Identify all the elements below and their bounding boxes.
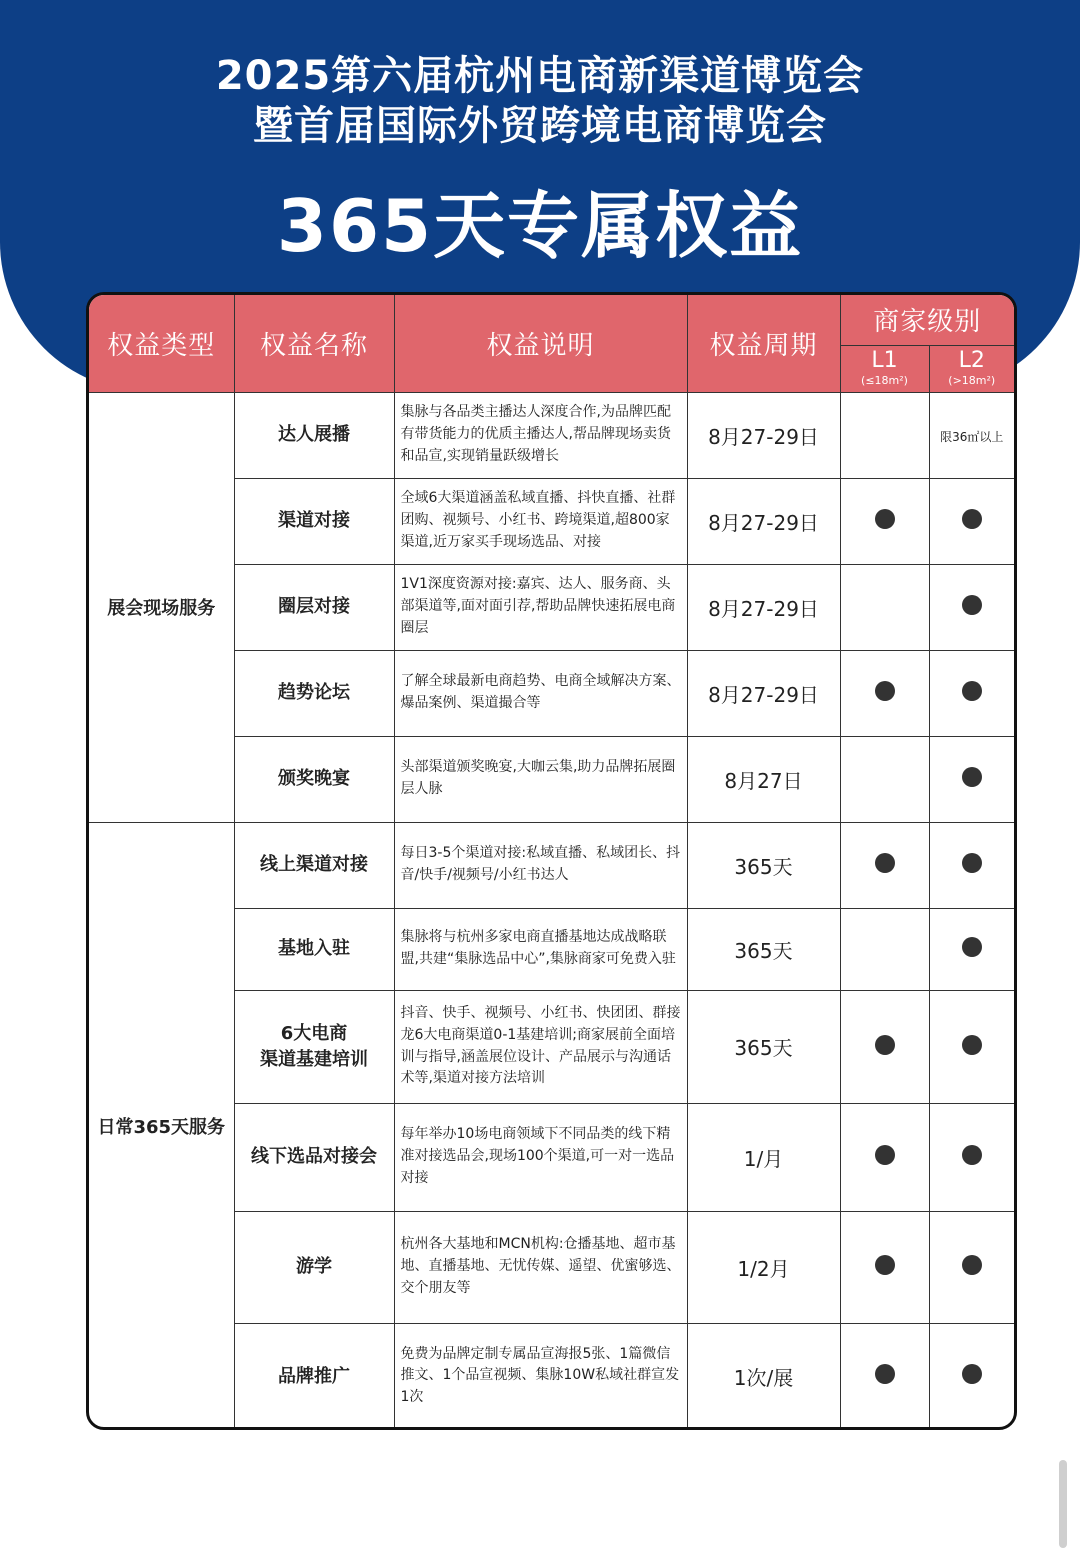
available-dot-icon — [875, 1364, 895, 1384]
col-header-level-group: 商家级别 — [840, 295, 1014, 345]
l2-level-cell — [929, 564, 1014, 650]
available-dot-icon — [875, 1255, 895, 1275]
available-dot-icon — [875, 509, 895, 529]
l1-level-cell — [840, 1103, 929, 1211]
l1-sub-label: (≤18m²) — [861, 373, 908, 387]
benefit-period-cell: 8月27日 — [687, 736, 840, 822]
benefit-type-cell: 展会现场服务 — [89, 392, 234, 822]
benefit-period-cell: 8月27-29日 — [687, 564, 840, 650]
l1-level-cell — [840, 650, 929, 736]
available-dot-icon — [962, 1035, 982, 1055]
benefit-period-cell: 8月27-29日 — [687, 392, 840, 478]
benefit-name-cell: 游学 — [234, 1211, 394, 1323]
table-row — [89, 822, 1014, 908]
col-header-l1 — [840, 345, 929, 392]
benefit-period-cell: 1次/展 — [687, 1323, 840, 1429]
available-dot-icon — [962, 1364, 982, 1384]
available-dot-icon — [875, 681, 895, 701]
benefit-type-cell: 日常365天服务 — [89, 822, 234, 1429]
col-header-type: 权益类型 — [89, 295, 234, 392]
l1-level-cell — [840, 1323, 929, 1429]
l1-label: L1 — [871, 347, 898, 373]
benefit-period-cell: 1/2月 — [687, 1211, 840, 1323]
benefits-grid — [89, 295, 1014, 1430]
l2-level-cell — [929, 1211, 1014, 1323]
available-dot-icon — [962, 937, 982, 957]
title-line-2: 暨首届国际外贸跨境电商博览会 — [253, 103, 827, 149]
scrollbar-thumb[interactable] — [1059, 1460, 1067, 1548]
benefit-period-cell: 365天 — [687, 908, 840, 990]
table-row — [89, 392, 1014, 478]
benefit-name-cell: 品牌推广 — [234, 1323, 394, 1429]
benefit-name-cell: 渠道对接 — [234, 478, 394, 564]
benefit-desc-cell: 全域6大渠道涵盖私域直播、抖快直播、社群团购、视频号、小红书、跨境渠道,超800家渠道,近万家买手现场选品、对接 — [394, 478, 687, 564]
l1-level-cell — [840, 564, 929, 650]
benefit-desc-cell: 集脉将与杭州多家电商直播基地达成战略联盟,共建“集脉选品中心”,集脉商家可免费入驻 — [394, 908, 687, 990]
benefit-desc-cell: 集脉与各品类主播达人深度合作,为品牌匹配有带货能力的优质主播达人,帮品牌现场卖货和品宣,实现销量跃级增长 — [394, 392, 687, 478]
main-title: 365天专属权益 — [276, 184, 804, 268]
title-line-1: 2025第六届杭州电商新渠道博览会 — [215, 53, 865, 99]
l2-level-cell — [929, 736, 1014, 822]
benefit-name-cell: 达人展播 — [234, 392, 394, 478]
benefit-desc-cell: 每年举办10场电商领域下不同品类的线下精准对接选品会,现场100个渠道,可一对一选品对接 — [394, 1103, 687, 1211]
benefit-desc-cell: 杭州各大基地和MCN机构:仓播基地、超市基地、直播基地、无忧传媒、遥望、优蜜够选、交个朋友等 — [394, 1211, 687, 1323]
col-header-desc: 权益说明 — [394, 295, 687, 392]
available-dot-icon — [962, 767, 982, 787]
l2-label: L2 — [958, 347, 985, 373]
level-note: 限36㎡以上 — [940, 429, 1004, 444]
l1-level-cell — [840, 1211, 929, 1323]
benefit-period-cell: 1/月 — [687, 1103, 840, 1211]
l1-level-cell — [840, 478, 929, 564]
table-body — [89, 392, 1014, 1429]
available-dot-icon — [875, 1145, 895, 1165]
l2-level-cell — [929, 1323, 1014, 1429]
l2-level-cell — [929, 908, 1014, 990]
l2-sub-label: (>18m²) — [948, 373, 996, 387]
benefit-desc-cell: 头部渠道颁奖晚宴,大咖云集,助力品牌拓展圈层人脉 — [394, 736, 687, 822]
benefit-name-cell: 基地入驻 — [234, 908, 394, 990]
available-dot-icon — [962, 1145, 982, 1165]
available-dot-icon — [875, 853, 895, 873]
benefit-name-cell: 趋势论坛 — [234, 650, 394, 736]
benefit-name-cell: 线下选品对接会 — [234, 1103, 394, 1211]
col-header-name: 权益名称 — [234, 295, 394, 392]
l2-level-cell — [929, 392, 1014, 478]
benefit-desc-cell: 了解全球最新电商趋势、电商全域解决方案、爆品案例、渠道撮合等 — [394, 650, 687, 736]
l2-level-cell — [929, 1103, 1014, 1211]
benefit-desc-cell: 抖音、快手、视频号、小红书、快团团、群接龙6大电商渠道0-1基建培训;商家展前全面培训与指导,涵盖展位设计、产品展示与沟通话术等,渠道对接方法培训 — [394, 990, 687, 1103]
l1-level-cell — [840, 990, 929, 1103]
l2-level-cell — [929, 650, 1014, 736]
available-dot-icon — [962, 853, 982, 873]
col-header-period: 权益周期 — [687, 295, 840, 392]
benefit-period-cell: 365天 — [687, 990, 840, 1103]
benefit-period-cell: 8月27-29日 — [687, 650, 840, 736]
l2-level-cell — [929, 822, 1014, 908]
l2-level-cell — [929, 990, 1014, 1103]
benefit-name-cell: 6大电商 渠道基建培训 — [234, 990, 394, 1103]
l1-level-cell — [840, 392, 929, 478]
benefit-period-cell: 8月27-29日 — [687, 478, 840, 564]
available-dot-icon — [962, 509, 982, 529]
benefit-name-cell: 颁奖晚宴 — [234, 736, 394, 822]
benefit-period-cell: 365天 — [687, 822, 840, 908]
benefit-desc-cell: 每日3-5个渠道对接:私域直播、私域团长、抖音/快手/视频号/小红书达人 — [394, 822, 687, 908]
l1-level-cell — [840, 908, 929, 990]
available-dot-icon — [875, 1035, 895, 1055]
available-dot-icon — [962, 681, 982, 701]
available-dot-icon — [962, 1255, 982, 1275]
l1-level-cell — [840, 822, 929, 908]
benefit-name-cell: 圈层对接 — [234, 564, 394, 650]
available-dot-icon — [962, 595, 982, 615]
benefit-name-cell: 线上渠道对接 — [234, 822, 394, 908]
l2-level-cell — [929, 478, 1014, 564]
benefits-table — [86, 292, 1017, 1430]
benefit-desc-cell: 免费为品牌定制专属品宣海报5张、1篇微信推文、1个品宣视频、集脉10W私域社群宣发1次 — [394, 1323, 687, 1429]
col-header-l2 — [929, 345, 1014, 392]
l1-level-cell — [840, 736, 929, 822]
benefit-desc-cell: 1V1深度资源对接:嘉宾、达人、服务商、头部渠道等,面对面引荐,帮助品牌快速拓展电商圈层 — [394, 564, 687, 650]
